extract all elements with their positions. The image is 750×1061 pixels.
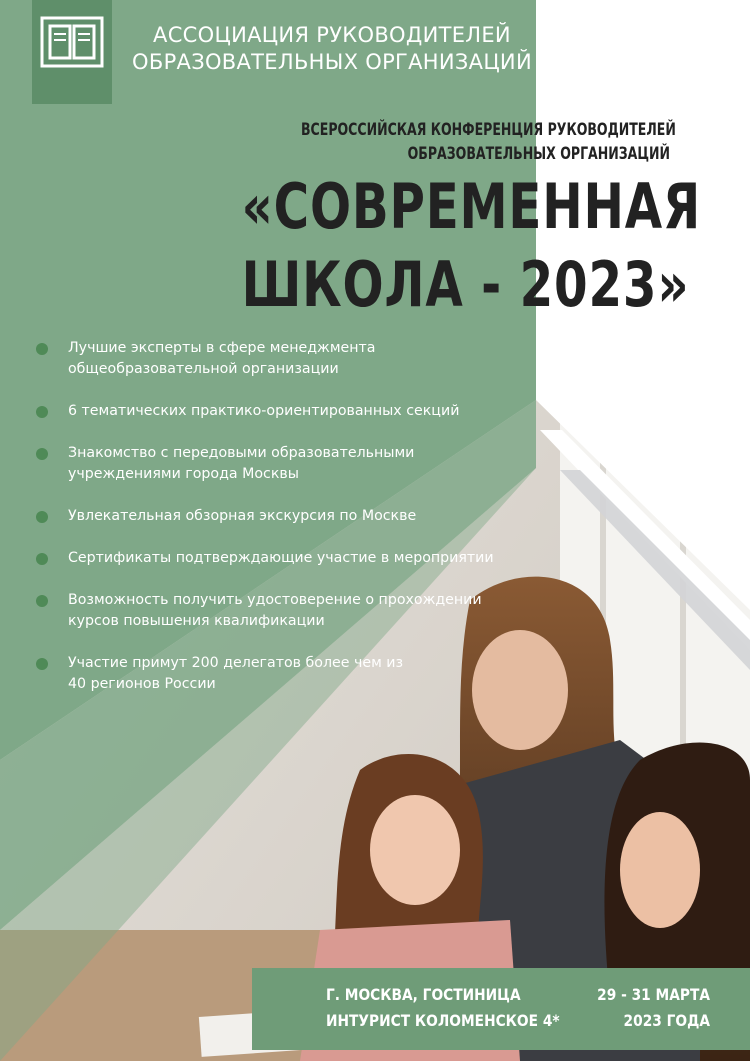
bullet-dot-icon: [36, 658, 48, 670]
feature-text-line1: Сертификаты подтверждающие участие в мероприятии: [68, 550, 494, 566]
feature-text-line1: Увлекательная обзорная экскурсия по Москве: [68, 508, 417, 524]
conference-title-line1: «СОВРЕМЕННАЯ: [241, 170, 701, 243]
feature-item: [34, 548, 534, 569]
logo-tab: [32, 0, 112, 104]
feature-text-line2: учреждениями города Москвы: [68, 466, 299, 482]
association-name-line1: АССОЦИАЦИЯ РУКОВОДИТЕЛЕЙ: [153, 23, 511, 47]
bullet-dot-icon: [36, 448, 48, 460]
feature-text-line1: Знакомство с передовыми образовательными: [68, 445, 415, 461]
feature-text-line2: курсов повышения квалификации: [68, 613, 325, 629]
bullet-dot-icon: [36, 406, 48, 418]
feature-text-line1: Возможность получить удостоверение о прохождении: [68, 592, 482, 608]
feature-item: [34, 506, 534, 527]
conference-title-line2: ШКОЛА - 2023»: [241, 248, 690, 321]
feature-text-line1: Лучшие эксперты в сфере менеджмента: [68, 340, 376, 356]
feature-item: [34, 401, 534, 422]
feature-text-line1: Участие примут 200 делегатов более чем из: [68, 655, 404, 671]
association-name: [132, 22, 532, 76]
feature-text-line2: 40 регионов России: [68, 676, 216, 692]
event-venue: [326, 982, 560, 1034]
conference-subtitle-line2: ОБРАЗОВАТЕЛЬНЫХ ОРГАНИЗАЦИЙ: [407, 144, 670, 164]
dates-line1: 29 - 31 МАРТА: [597, 985, 710, 1004]
bullet-dot-icon: [36, 511, 48, 523]
bullet-dot-icon: [36, 343, 48, 355]
conference-subtitle-line1: ВСЕРОССИЙСКАЯ КОНФЕРЕНЦИЯ РУКОВОДИТЕЛЕЙ: [301, 120, 676, 140]
event-dates: [581, 982, 710, 1034]
conference-subtitle: [301, 118, 676, 166]
conference-title: [241, 168, 701, 324]
bullet-dot-icon: [36, 595, 48, 607]
feature-item: [34, 590, 534, 632]
feature-item: [34, 443, 534, 485]
bullet-dot-icon: [36, 553, 48, 565]
feature-text-line1: 6 тематических практико-ориентированных секций: [68, 403, 460, 419]
feature-item: [34, 653, 534, 695]
venue-line1: Г. МОСКВА, ГОСТИНИЦА: [326, 985, 521, 1004]
feature-text-line2: общеобразовательной организации: [68, 361, 339, 377]
feature-item: [34, 338, 534, 380]
association-name-line2: ОБРАЗОВАТЕЛЬНЫХ ОРГАНИЗАЦИЙ: [132, 50, 532, 74]
dates-line2: 2023 ГОДА: [623, 1011, 710, 1030]
feature-list: [34, 338, 534, 716]
venue-line2: ИНТУРИСТ КОЛОМЕНСКОЕ 4*: [326, 1011, 560, 1030]
open-book-icon: [40, 14, 104, 70]
